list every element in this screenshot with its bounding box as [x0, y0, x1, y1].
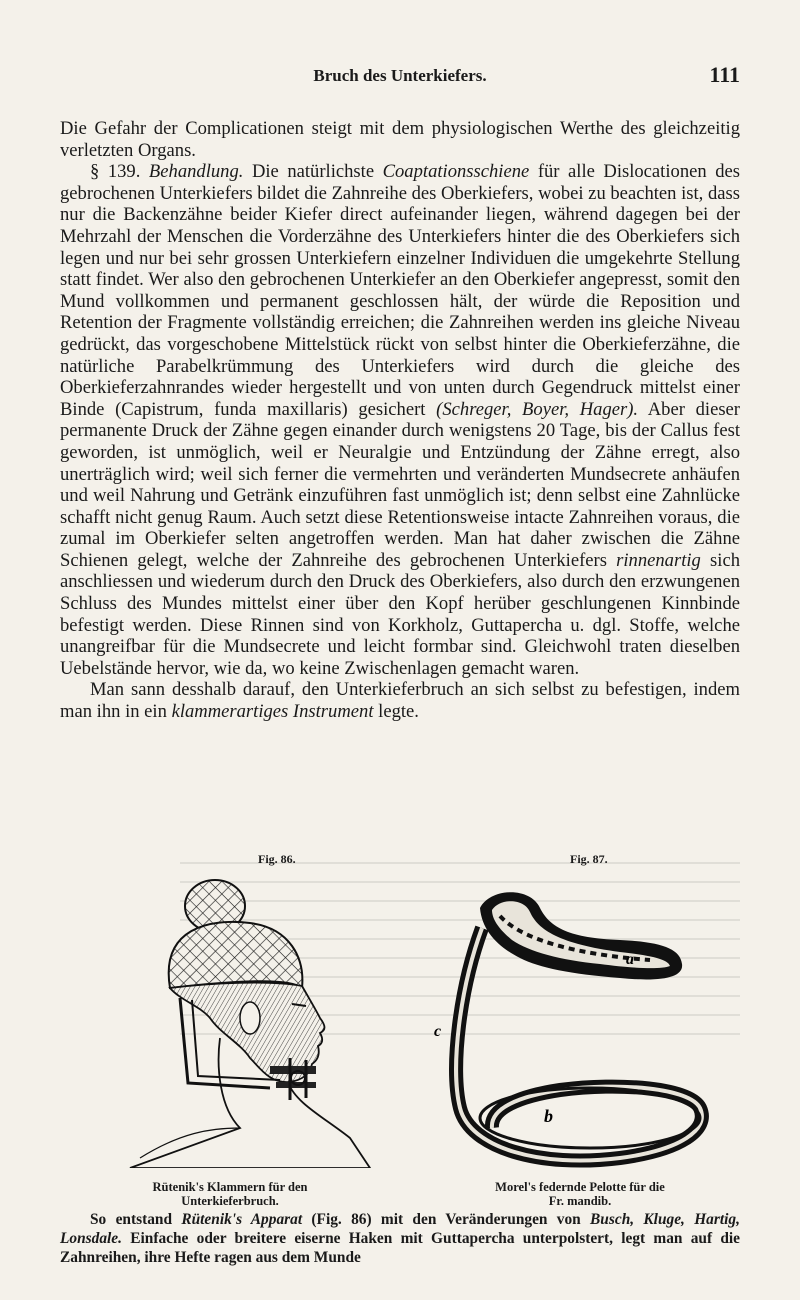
head-with-clamp-illustration [120, 868, 380, 1168]
figure-label: Fig. 87. [570, 852, 608, 866]
text-run: So entstand [90, 1211, 173, 1228]
body-text [60, 118, 740, 723]
text-run: für alle Dislocationen des gebrochenen Unterkiefers bildet die Zahnreihe des Oberkiefers, wobei zu beachten ist, dass nur die Backenzähne beider Kiefer direct aufeinander liegen, während dagegen bei der Mehrzahl der Menschen die Vorderzähne des Unterkiefers hinter die des Oberkiefers sich legen und nur bei sehr grossen Unterkiefern einzelner Individuen die umgekehrte Stellung statt findet. Wer also den gebrochenen Unterkiefer an den Oberkiefer angepresst, somit den Mund vollkommen und permanent geschlossen hält, der würde die Reposition und Retention der Fragmente vollständig erreichen; die Zahnreihen werden ins gleiche Niveau gedrückt, das vorgeschobene Mittelstück rückt von selbst hinter die Oberkieferzähne, die natürliche Parabelkrümmung des Unterkiefers wird durch die gleiche des Oberkieferzahnrandes wieder hergestellt und von unten durch Gegendruck mittelst einer Binde (Capistrum, funda maxillaris) gesichert [60, 161, 740, 420]
paragraph-ruetenik [60, 1210, 740, 1267]
text-run: sich anschliessen und wiederum durch den Druck des Oberkiefers, also durch den erzwungenen Schluss des Mundes mittelst einer über den Kopf herüber geschlungenen Kinnbinde befestigt werden. Diese Rinnen sind von Korkholz, Guttapercha u. dgl. Stoffe, welche unangreifbar für die Mundsecrete und leicht formbar sind. Gleichwohl traten dieselben Uebelstände hervor, wie da, wo keine Zwischenlagen gemacht waren. [60, 549, 740, 679]
author-citation: Busch, Kluge, Hartig, Lonsdale. [60, 1211, 740, 1247]
section-heading: Behandlung. [148, 161, 244, 183]
emphasis-term: Coaptationsschiene [382, 161, 530, 183]
letter-c: c [434, 1023, 442, 1040]
tail-paragraph [60, 1210, 740, 1267]
caption-line: Unterkieferbruch. [181, 1194, 279, 1208]
paragraph-section-139 [60, 161, 740, 679]
letter-a: a [626, 951, 634, 968]
section-number: § 139. [90, 161, 141, 183]
text-run: Aber dieser permanente Druck der Zähne gegen einander durch wenigstens 20 Tage, bis der Callus fest geworden, ist unmöglich, weil er Neuralgie und Entzündung der Zähne erregt, also unerträglich wird; weil sich ferner die vermehrten und veränderten Mundsecrete anhäufen und weil Nahrung und Getränk einzuführen fast unmöglich ist; denn selbst eine Zahnlücke schafft nicht genug Raum. Auch setzt diese Retentionsweise intacte Zahnreihen voraus, die zumal im Oberkiefer selten angetroffen werden. Man hat daher zwischen die Zähne Schienen gelegt, welche der Zahnreihe des gebrochenen Unterkiefers [60, 398, 741, 571]
figure-87-caption [430, 1180, 730, 1208]
emphasis-term: klammerartiges Instrument [171, 701, 374, 723]
text-run: (Fig. 86) mit den Veränderungen von [311, 1211, 581, 1228]
page-number: 111 [709, 62, 740, 87]
running-title: Bruch des Unterkiefers. [313, 66, 487, 85]
figure-87 [420, 852, 740, 1182]
text-run: Man sann desshalb darauf, den Unterkieferbruch an sich selbst zu befestigen, indem man ihn in ein [60, 679, 740, 723]
caption-line: Fr. mandib. [548, 1194, 612, 1208]
letter-b: b [544, 1106, 553, 1126]
paragraph-complications: Die Gefahr der Complicationen steigt mit dem physiologischen Werthe des gleichzeitig verletzten Organs. [60, 118, 740, 161]
author-citation: (Schreger, Boyer, Hager). [436, 398, 639, 420]
text-run: Einfache oder breitere eiserne Haken mit Guttapercha unterpolstert, legt man auf die Zahnreihen, ihre Hefte ragen aus dem Munde [60, 1230, 740, 1266]
caption-line: Rütenik's Klammern für den [152, 1180, 308, 1194]
paragraph-clamp [60, 679, 740, 722]
text-run: Die natürlichste [251, 161, 375, 183]
figure-label: Fig. 86. [258, 852, 296, 866]
spring-pelotte-illustration [420, 868, 740, 1178]
page-header [60, 62, 740, 92]
caption-line: Morel's federnde Pelotte für die [495, 1180, 665, 1194]
emphasis-term: Rütenik's Apparat [181, 1211, 303, 1228]
text-run: legte. [378, 701, 419, 723]
figure-block [60, 852, 740, 1208]
emphasis-term: rinnenartig [616, 549, 701, 571]
figure-86 [120, 852, 420, 1172]
figure-86-caption [100, 1180, 360, 1208]
